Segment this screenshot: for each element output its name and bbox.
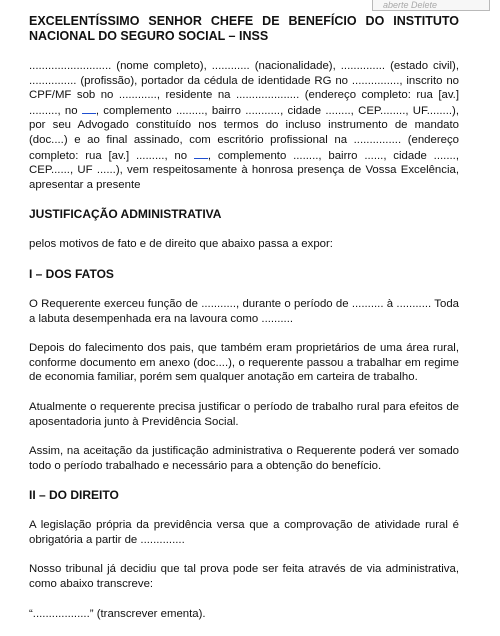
intro-text-1: .......................... (nome completo), ............ (nacionalidade), .............. (estado civil), ............... (profissão), portador da cédula de identidade RG no ..............., inscrito no CPF/MF sob no ............, residente na .................... (endereço completo: rua [av.] ........., no xyxy=(29,60,459,117)
number-link-1[interactable] xyxy=(82,103,96,114)
motivos-paragraph: pelos motivos de fato e de direito que abaixo passa a expor: xyxy=(29,238,333,251)
intro-text-3: , complemento ........, bairro ......, cidade ......., CEP......, UF ......), vem respeitosamente à honrosa presença de Vossa Excelência, apresentar a presente xyxy=(29,149,459,191)
direito-paragraph-1: A legislação própria da previdência versa que a comprovação de atividade rural é obrigatória a partir de .............. xyxy=(29,519,459,546)
ementa-line: “..................” (transcrever ementa). xyxy=(29,607,206,620)
number-link-2[interactable] xyxy=(194,148,208,159)
document-page xyxy=(29,14,459,636)
intro-text-2: , complemento ........., bairro ..........., cidade ........, CEP........, UF........), por seu Advogado constituído nos termos do incluso instrumento de mandato (doc....) e ao final assinado, com escritório profissional na ............... (endereço completo: rua [av.] ........., no xyxy=(29,104,459,162)
fatos-title: I – DOS FATOS xyxy=(29,266,114,281)
toolbar-tab[interactable]: aberte Delete xyxy=(372,0,490,11)
justificacao-title: JUSTIFICAÇÃO ADMINISTRATIVA xyxy=(29,207,222,222)
fatos-paragraph-3: Atualmente o requerente precisa justificar o período de trabalho rural para efeitos de aposentadoria junto à Previdência Social. xyxy=(29,400,459,428)
fatos-paragraph-1: O Requerente exerceu função de ..........., durante o período de .......... à ........... Toda a labuta desempenhada era na lavoura como .......... xyxy=(29,297,459,325)
document-heading: EXCELENTÍSSIMO SENHOR CHEFE DE BENEFÍCIO DO INSTITUTO NACIONAL DO SEGURO SOCIAL – INSS xyxy=(29,14,459,43)
fatos-paragraph-4: Assim, na aceitação da justificação administrativa o Requerente poderá ver somado todo o período trabalhado e necessário para a obtenção do benefício. xyxy=(29,445,459,472)
direito-title: II – DO DIREITO xyxy=(29,488,119,503)
fatos-paragraph-2: Depois do falecimento dos pais, que também eram proprietários de uma área rural, conforme documento em anexo (doc....), o requerente passou a trabalhar em regime de economia familiar, porém sem qualquer anotação em carteira de trabalho. xyxy=(29,342,459,384)
direito-paragraph-2: Nosso tribunal já decidiu que tal prova pode ser feita através de via administrativa, como abaixo transcreve: xyxy=(29,563,459,591)
intro-paragraph xyxy=(29,59,459,192)
